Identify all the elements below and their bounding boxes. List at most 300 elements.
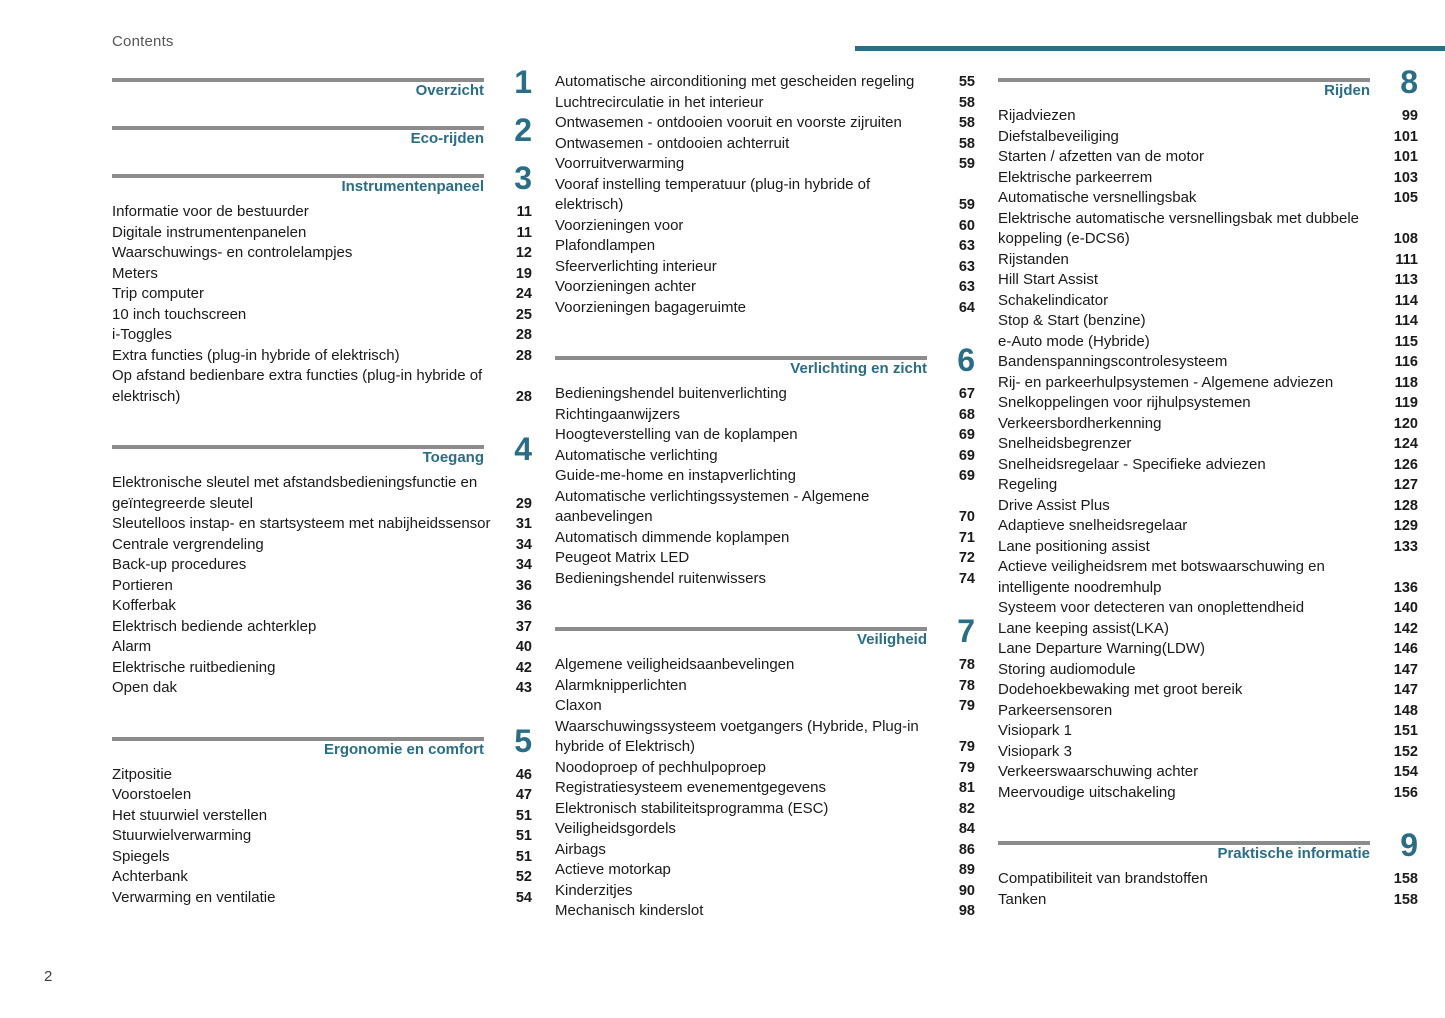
toc-entry-page: 58 xyxy=(958,135,975,152)
toc-entry[interactable] xyxy=(555,860,975,881)
toc-entry-title: Luchtrecirculatie in het interieur xyxy=(555,93,764,111)
toc-entry-title: Trip computer xyxy=(112,285,204,302)
toc-entry-title: Starten / afzetten van de motor xyxy=(998,148,1204,165)
toc-entry[interactable] xyxy=(998,890,1418,911)
toc-entry-page: 40 xyxy=(515,639,532,655)
toc-entry[interactable] xyxy=(998,352,1418,373)
toc-entry[interactable] xyxy=(555,676,975,697)
toc-entry[interactable] xyxy=(112,264,532,285)
section-header[interactable] xyxy=(112,64,532,104)
toc-entry[interactable] xyxy=(998,106,1418,127)
toc-entry[interactable] xyxy=(112,847,532,868)
toc-entry-title: Elektronische sleutel met afstandsbedieningsfunctie en geïntegreerde sleutel xyxy=(112,474,478,512)
toc-entry-page: 113 xyxy=(1394,272,1418,288)
toc-entry-page: 89 xyxy=(958,862,975,878)
toc-entry-page: 103 xyxy=(1393,169,1418,186)
toc-entry[interactable] xyxy=(998,209,1418,250)
toc-entry-title: Voorzieningen voor xyxy=(555,216,684,234)
section-title: Praktische informatie xyxy=(1217,845,1370,862)
section-title: Eco-rijden xyxy=(410,130,484,147)
toc-entry-page: 55 xyxy=(958,74,975,90)
section-header[interactable] xyxy=(998,64,1418,104)
toc-entry-title: Ontwasemen - ontdooien vooruit en voorste zijruiten xyxy=(555,114,902,131)
toc-entry[interactable] xyxy=(998,168,1418,189)
toc-entry[interactable] xyxy=(112,826,532,847)
toc-entry[interactable] xyxy=(998,537,1418,558)
toc-entry-title: Back-up procedures xyxy=(112,556,247,573)
toc-entry-page: 146 xyxy=(1393,641,1418,657)
section-title: Ergonomie en comfort xyxy=(323,740,484,758)
toc-entry[interactable] xyxy=(998,742,1418,763)
toc-entry-page: 69 xyxy=(958,468,975,484)
toc-entry[interactable] xyxy=(112,765,532,786)
toc-entry[interactable] xyxy=(112,284,532,305)
toc-entry-title: Visiopark 3 xyxy=(998,742,1072,760)
toc-entry-title: Registratiesysteem evenementgegevens xyxy=(555,779,826,796)
toc-entry-page: 115 xyxy=(1394,333,1418,350)
toc-entry[interactable] xyxy=(998,639,1418,660)
toc-entry[interactable] xyxy=(112,678,532,699)
toc-entry-page: 72 xyxy=(958,550,975,566)
toc-entry-page: 47 xyxy=(515,787,532,803)
toc-entry-page: 42 xyxy=(515,659,532,676)
page-header-label: Contents xyxy=(112,33,174,50)
toc-entry-title: Systeem voor detecteren van onoplettendheid xyxy=(998,599,1305,616)
toc-entry-page: 105 xyxy=(1393,190,1418,206)
toc-entry-title: Visiopark 1 xyxy=(998,722,1072,739)
toc-entry-title: Waarschuwings- en controlelampjes xyxy=(112,244,353,261)
toc-entry[interactable] xyxy=(998,434,1418,455)
section-number: 2 xyxy=(514,112,532,148)
toc-entry-page: 114 xyxy=(1394,292,1418,309)
toc-entry-page: 46 xyxy=(515,766,532,783)
toc-entry-title: Portieren xyxy=(112,576,173,594)
toc-entry-page: 136 xyxy=(1393,579,1418,596)
toc-entry[interactable] xyxy=(112,658,532,679)
toc-entry-title: Drive Assist Plus xyxy=(998,496,1110,514)
toc-entry-title: Stuurwielverwarming xyxy=(112,827,252,844)
toc-entry-title: Alarmknipperlichten xyxy=(555,676,687,694)
section-eco-rijden xyxy=(112,112,532,152)
toc-entry[interactable] xyxy=(555,405,975,426)
toc-entry-page: 120 xyxy=(1393,415,1418,432)
toc-entry[interactable] xyxy=(998,619,1418,640)
toc-entry[interactable] xyxy=(112,596,532,617)
toc-entry-title: Op afstand bedienbare extra functies (plug-in hybride of elektrisch) xyxy=(112,367,483,405)
toc-entry-page: 63 xyxy=(958,279,975,295)
section-overzicht xyxy=(112,64,532,104)
toc-entry-page: 71 xyxy=(958,529,975,546)
toc-entry[interactable] xyxy=(112,366,532,407)
toc-entry-title: Waarschuwingssysteem voetgangers (Hybride, Plug-in hybride of Elektrisch) xyxy=(555,717,919,755)
toc-entry-title: Verkeerswaarschuwing achter xyxy=(998,763,1199,780)
toc-entry-title: Verkeersbordherkenning xyxy=(998,414,1162,432)
toc-entry[interactable] xyxy=(555,717,975,758)
toc-entry[interactable] xyxy=(998,516,1418,537)
toc-entry-page: 99 xyxy=(1401,108,1418,124)
toc-entry[interactable] xyxy=(555,425,975,446)
toc-entry-title: Zitpositie xyxy=(112,765,173,783)
toc-entry[interactable] xyxy=(112,202,532,223)
toc-entry-title: Automatische verlichtingssystemen - Algemene aanbevelingen xyxy=(555,487,870,525)
toc-entry[interactable] xyxy=(555,881,975,902)
toc-entry[interactable] xyxy=(555,655,975,676)
section-verlichting-en-zicht xyxy=(555,342,975,589)
toc-entry[interactable] xyxy=(112,617,532,638)
toc-entry[interactable] xyxy=(555,487,975,528)
toc-entry-page: 116 xyxy=(1394,354,1418,370)
section-title: Toegang xyxy=(422,449,484,466)
header-rule xyxy=(855,46,1445,51)
toc-entry[interactable] xyxy=(555,175,975,216)
section-title: Instrumentenpaneel xyxy=(341,178,484,195)
toc-entry-title: Snelkoppelingen voor rijhulpsystemen xyxy=(998,394,1251,411)
toc-entry-title: Spiegels xyxy=(112,847,170,865)
toc-entry-title: Sfeerverlichting interieur xyxy=(555,257,717,275)
toc-entry-title: Het stuurwiel verstellen xyxy=(112,806,268,824)
toc-entry-page: 58 xyxy=(958,115,975,131)
toc-entry[interactable] xyxy=(555,113,975,134)
toc-entry-page: 52 xyxy=(515,869,532,885)
toc-entry-title: 10 inch touchscreen xyxy=(112,305,247,323)
toc-entry[interactable] xyxy=(555,298,975,319)
toc-entry[interactable] xyxy=(555,236,975,257)
section-entries xyxy=(998,106,1418,803)
toc-entry-title: Rij- en parkeerhulpsystemen - Algemene adviezen xyxy=(998,373,1334,391)
toc-entry[interactable] xyxy=(998,311,1418,332)
toc-entry[interactable] xyxy=(998,557,1418,598)
toc-entry-page: 108 xyxy=(1393,231,1418,247)
toc-entry-page: 74 xyxy=(958,570,975,587)
toc-entry[interactable] xyxy=(555,257,975,278)
toc-entry-title: Storing audiomodule xyxy=(998,660,1136,678)
toc-entry-page: 114 xyxy=(1394,313,1418,329)
toc-entry[interactable] xyxy=(555,548,975,569)
toc-entry[interactable] xyxy=(998,869,1418,890)
toc-entry-title: Voorzieningen achter xyxy=(555,278,696,295)
toc-entry[interactable] xyxy=(112,806,532,827)
toc-entry-page: 51 xyxy=(515,848,532,865)
section-entries xyxy=(555,655,975,922)
toc-entry[interactable] xyxy=(555,216,975,237)
toc-entry-page: 79 xyxy=(958,698,975,714)
toc-entry-page: 142 xyxy=(1393,620,1418,637)
toc-entry[interactable] xyxy=(998,783,1418,804)
toc-entry[interactable] xyxy=(998,475,1418,496)
toc-entry-title: Meters xyxy=(112,264,158,282)
section-entries xyxy=(112,202,532,407)
toc-entry-page: 154 xyxy=(1393,764,1418,780)
toc-entry-title: Algemene veiligheidsaanbevelingen xyxy=(555,656,795,673)
section-header[interactable] xyxy=(112,160,532,200)
section-header[interactable] xyxy=(555,613,975,653)
section-veiligheid xyxy=(555,613,975,922)
toc-entry-page: 36 xyxy=(515,598,532,614)
toc-entry-page: 126 xyxy=(1393,456,1418,473)
section-rijden xyxy=(998,64,1418,803)
toc-entry-page: 43 xyxy=(515,680,532,696)
toc-entry-page: 127 xyxy=(1393,477,1418,493)
toc-entry-title: Adaptieve snelheidsregelaar xyxy=(998,517,1188,534)
toc-entry-title: Stop & Start (benzine) xyxy=(998,312,1146,329)
toc-entry-page: 54 xyxy=(515,889,532,906)
toc-entry-page: 133 xyxy=(1393,538,1418,555)
toc-entry-page: 25 xyxy=(515,306,532,323)
toc-entry[interactable] xyxy=(112,637,532,658)
section-header[interactable] xyxy=(112,722,532,763)
toc-entry[interactable] xyxy=(555,466,975,487)
toc-entry-page: 158 xyxy=(1393,871,1418,887)
toc-entry-page: 147 xyxy=(1393,661,1418,678)
toc-entry-page: 156 xyxy=(1393,784,1418,801)
section-entries xyxy=(555,384,975,589)
toc-entry-page: 78 xyxy=(958,677,975,694)
toc-entry-page: 81 xyxy=(958,780,975,796)
toc-entry-title: Informatie voor de bestuurder xyxy=(112,203,309,220)
toc-entry-page: 19 xyxy=(515,265,532,282)
section-entries xyxy=(112,473,532,699)
toc-entry[interactable] xyxy=(998,291,1418,312)
toc-entry-page: 60 xyxy=(958,217,975,234)
toc-entry-page: 79 xyxy=(958,759,975,776)
toc-entry-page: 29 xyxy=(515,495,532,512)
toc-entry-title: Actieve motorkap xyxy=(555,861,671,878)
section-header[interactable] xyxy=(998,827,1418,867)
toc-entry-page: 152 xyxy=(1393,743,1418,760)
toc-entry[interactable] xyxy=(112,243,532,264)
toc-entry[interactable] xyxy=(112,223,532,244)
toc-entry-title: Open dak xyxy=(112,679,178,696)
toc-entry-title: e-Auto mode (Hybride) xyxy=(998,332,1150,350)
toc-entry[interactable] xyxy=(112,576,532,597)
toc-entry-page: 128 xyxy=(1393,497,1418,514)
toc-entry[interactable] xyxy=(998,598,1418,619)
toc-entry-title: Lane Departure Warning(LDW) xyxy=(998,640,1206,657)
toc-entry-title: Extra functies (plug-in hybride of elektrisch) xyxy=(112,346,400,364)
toc-entry-title: Elektrisch bediende achterklep xyxy=(112,617,317,635)
toc-entry[interactable] xyxy=(555,758,975,779)
section-entries xyxy=(998,869,1418,910)
toc-entry-page: 118 xyxy=(1394,374,1418,391)
toc-entry-title: Lane positioning assist xyxy=(998,537,1150,555)
section-header[interactable] xyxy=(555,342,975,382)
toc-entry[interactable] xyxy=(112,346,532,367)
toc-entry-title: Sleutelloos instap- en startsysteem met nabijheidssensor xyxy=(112,515,491,532)
toc-entry-page: 101 xyxy=(1393,128,1418,145)
toc-entry-page: 59 xyxy=(958,156,975,172)
toc-entry-page: 12 xyxy=(515,245,532,261)
toc-entry-title: Hoogteverstelling van de koplampen xyxy=(555,426,798,443)
section-number: 6 xyxy=(957,342,975,378)
toc-entry-title: Rijstanden xyxy=(998,250,1069,268)
section-entries xyxy=(112,765,532,909)
toc-entry-page: 86 xyxy=(958,841,975,858)
toc-entry[interactable] xyxy=(998,496,1418,517)
toc-entry-title: Ontwasemen - ontdooien achterruit xyxy=(555,134,790,152)
toc-entry-title: Alarm xyxy=(112,638,152,655)
toc-entry-title: Guide-me-home en instapverlichting xyxy=(555,467,796,484)
toc-entry[interactable] xyxy=(555,799,975,820)
toc-entry-page: 111 xyxy=(1395,251,1418,268)
toc-entry-title: Achterbank xyxy=(112,868,188,885)
toc-entry-title: Bedieningshendel buitenverlichting xyxy=(555,385,787,402)
toc-entry-title: Voorruitverwarming xyxy=(555,155,685,172)
toc-entry[interactable] xyxy=(555,840,975,861)
toc-entry-title: Meervoudige uitschakeling xyxy=(998,783,1176,801)
toc-entry-page: 158 xyxy=(1393,891,1418,908)
toc-entry-page: 140 xyxy=(1393,600,1418,616)
section-instrumentenpaneel xyxy=(112,160,532,407)
toc-entry[interactable] xyxy=(555,446,975,467)
section-rule xyxy=(998,78,1370,82)
toc-entry-page: 11 xyxy=(516,204,532,220)
toc-entry-title: Parkeersensoren xyxy=(998,701,1113,719)
toc-entry[interactable] xyxy=(555,384,975,405)
toc-entry[interactable] xyxy=(555,778,975,799)
toc-entry-page: 58 xyxy=(958,94,975,111)
toc-entry-title: Tanken xyxy=(998,890,1047,908)
toc-entry-page: 70 xyxy=(958,509,975,525)
toc-entry-title: Compatibiliteit van brandstoffen xyxy=(998,870,1208,887)
toc-entry-page: 98 xyxy=(958,903,975,919)
toc-entry-title: Hill Start Assist xyxy=(998,271,1099,288)
section-number: 9 xyxy=(1400,827,1418,863)
toc-entry-page: 69 xyxy=(958,427,975,443)
toc-entry-title: Dodehoekbewaking met groot bereik xyxy=(998,681,1243,698)
toc-entry[interactable] xyxy=(998,393,1418,414)
toc-entry-page: 28 xyxy=(515,347,532,364)
toc-entry-title: Richtingaanwijzers xyxy=(555,405,681,423)
toc-entry-title: Digitale instrumentenpanelen xyxy=(112,223,307,241)
section-header[interactable] xyxy=(112,431,532,471)
toc-entry-title: Veiligheidsgordels xyxy=(555,820,676,837)
toc-entry-page: 37 xyxy=(515,618,532,635)
toc-entry[interactable] xyxy=(555,901,975,922)
toc-entry[interactable] xyxy=(555,819,975,840)
section-ergonomie-en-comfort xyxy=(112,722,532,909)
toc-entry-page: 31 xyxy=(515,516,532,532)
toc-entry-page: 34 xyxy=(515,536,532,553)
toc-entry-title: Bedieningshendel ruitenwissers xyxy=(555,569,766,587)
toc-entry-page: 63 xyxy=(958,258,975,275)
toc-entry-page: 11 xyxy=(516,224,532,241)
toc-entry-title: i-Toggles xyxy=(112,326,173,343)
section-entries xyxy=(555,72,975,318)
toc-entry-title: Voorzieningen bagageruimte xyxy=(555,298,746,316)
toc-entry-title: Actieve veiligheidsrem met botswaarschuwing en intelligente noodremhulp xyxy=(998,558,1325,596)
toc-entry-title: Bandenspanningscontrolesysteem xyxy=(998,353,1228,370)
toc-entry[interactable] xyxy=(998,373,1418,394)
toc-entry[interactable] xyxy=(555,277,975,298)
toc-entry-page: 148 xyxy=(1393,702,1418,719)
toc-entry-title: Diefstalbeveiliging xyxy=(998,127,1119,145)
toc-entry-page: 28 xyxy=(515,327,532,343)
toc-entry-page: 36 xyxy=(515,577,532,594)
toc-entry[interactable] xyxy=(112,325,532,346)
section-title: Veiligheid xyxy=(856,631,927,648)
toc-entry-title: Centrale vergrendeling xyxy=(112,535,264,553)
contents-column-1 xyxy=(112,64,532,924)
toc-entry-title: Claxon xyxy=(555,697,602,714)
toc-entry-title: Mechanisch kinderslot xyxy=(555,902,704,919)
toc-entry[interactable] xyxy=(998,455,1418,476)
toc-entry[interactable] xyxy=(998,721,1418,742)
section-title: Verlichting en zicht xyxy=(790,360,927,377)
toc-entry-page: 129 xyxy=(1393,518,1418,534)
toc-entry[interactable] xyxy=(112,867,532,888)
toc-entry[interactable] xyxy=(555,154,975,175)
toc-entry[interactable] xyxy=(998,332,1418,353)
toc-entry-title: Automatische airconditioning met gescheiden regeling xyxy=(555,73,915,90)
section-header[interactable] xyxy=(112,112,532,152)
section-number: 8 xyxy=(1400,64,1418,100)
page-number: 2 xyxy=(44,968,53,985)
section-continued-instrumentenpaneel xyxy=(555,72,975,318)
toc-entry-title: Peugeot Matrix LED xyxy=(555,549,690,566)
toc-entry[interactable] xyxy=(555,569,975,590)
toc-entry[interactable] xyxy=(112,555,532,576)
toc-entry-title: Vooraf instelling temperatuur (plug-in hybride of elektrisch) xyxy=(555,175,871,213)
toc-entry-page: 28 xyxy=(515,388,532,405)
toc-entry-title: Snelheidsregelaar - Specifieke adviezen xyxy=(998,455,1266,473)
toc-entry[interactable] xyxy=(998,680,1418,701)
toc-entry[interactable] xyxy=(555,134,975,155)
section-number: 3 xyxy=(514,160,532,196)
toc-entry-page: 64 xyxy=(958,299,975,316)
toc-entry-page: 119 xyxy=(1394,395,1418,411)
toc-entry-title: Airbags xyxy=(555,840,606,858)
section-number: 7 xyxy=(957,613,975,649)
toc-entry-title: Automatisch dimmende koplampen xyxy=(555,528,790,546)
toc-entry[interactable] xyxy=(555,528,975,549)
toc-entry[interactable] xyxy=(555,72,975,93)
toc-entry[interactable] xyxy=(998,270,1418,291)
toc-entry[interactable] xyxy=(112,473,532,514)
toc-entry[interactable] xyxy=(998,188,1418,209)
toc-entry-title: Rijadviezen xyxy=(998,107,1076,124)
toc-entry[interactable] xyxy=(112,305,532,326)
toc-entry-title: Automatische versnellingsbak xyxy=(998,189,1197,206)
toc-entry[interactable] xyxy=(998,127,1418,148)
toc-entry-page: 90 xyxy=(958,882,975,899)
toc-entry[interactable] xyxy=(998,414,1418,435)
toc-entry[interactable] xyxy=(555,696,975,717)
toc-entry[interactable] xyxy=(555,93,975,114)
toc-entry-page: 147 xyxy=(1393,682,1418,698)
toc-entry-page: 67 xyxy=(958,386,975,402)
toc-entry[interactable] xyxy=(112,535,532,556)
toc-entry-title: Automatische verlichting xyxy=(555,446,718,464)
toc-entry-page: 124 xyxy=(1393,436,1418,452)
toc-entry-page: 69 xyxy=(958,447,975,464)
toc-entry[interactable] xyxy=(112,514,532,535)
toc-entry[interactable] xyxy=(998,147,1418,168)
toc-entry-title: Plafondlampen xyxy=(555,237,656,254)
toc-entry-title: Elektrische ruitbediening xyxy=(112,658,276,676)
toc-entry[interactable] xyxy=(998,701,1418,722)
toc-entry-title: Lane keeping assist(LKA) xyxy=(998,619,1169,637)
toc-entry-page: 84 xyxy=(958,821,975,837)
toc-entry-page: 24 xyxy=(515,286,532,302)
toc-entry[interactable] xyxy=(112,785,532,806)
toc-entry[interactable] xyxy=(998,762,1418,783)
toc-entry[interactable] xyxy=(998,660,1418,681)
toc-entry-title: Elektrische automatische versnellingsbak met dubbele koppeling (e-DCS6) xyxy=(998,209,1360,247)
toc-entry-title: Elektronisch stabiliteitsprogramma (ESC) xyxy=(555,799,829,817)
toc-entry[interactable] xyxy=(112,888,532,909)
toc-entry[interactable] xyxy=(998,250,1418,271)
toc-entry-title: Regeling xyxy=(998,476,1058,493)
